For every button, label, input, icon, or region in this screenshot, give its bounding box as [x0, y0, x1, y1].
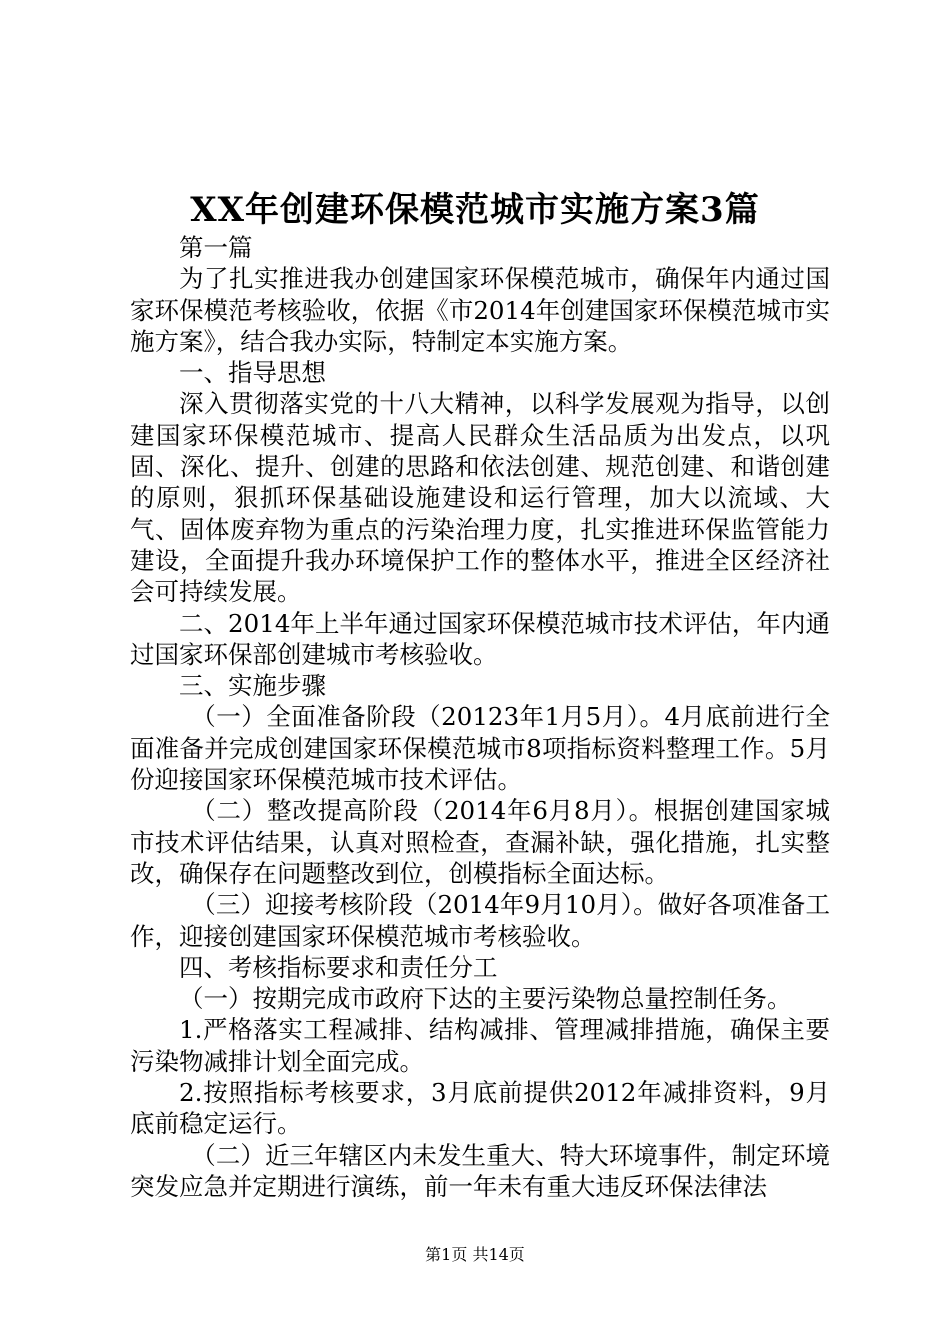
page-footer: 第1页 共14页 [425, 1245, 525, 1264]
paragraph: 为了扎实推进我办创建国家环保模范城市，确保年内通过国家环保模范考核验收，依据《市2014年创建国家环保模范城市实施方案》，结合我办实际，特制定本实施方案。 [130, 264, 830, 356]
paragraph: （三）迎接考核阶段（2014年9月10月）。做好各项准备工作，迎接创建国家环保模范城市考核验收。 [130, 890, 830, 951]
paragraph: 2.按照指标考核要求，3月底前提供2012年减排资料，9月底前稳定运行。 [130, 1078, 830, 1139]
paragraph: 二、2014年上半年通过国家环保模范城市技术评估，年内通过国家环保部创建城市考核验收。 [130, 608, 830, 669]
paragraph: 深入贯彻落实党的十八大精神，以科学发展观为指导，以创建国家环保模范城市、提高人民群众生活品质为出发点，以巩固、深化、提升、创建的思路和依法创建、规范创建、和谐创建的原则，狠抓环保基础设施建设和运行管理，加大以流域、大气、固体废弃物为重点的污染治理力度，扎实推进环保监管能力建设，全面提升我办环境保护工作的整体水平，推进全区经济社会可持续发展。 [130, 389, 830, 607]
paragraph: 三、实施步骤 [179, 671, 326, 701]
paragraph: 1.严格落实工程减排、结构减排、管理减排措施，确保主要污染物减排计划全面完成。 [130, 1015, 830, 1076]
paragraph: （二）近三年辖区内未发生重大、特大环境事件，制定环境突发应急并定期进行演练，前一年未有重大违反环保法律法 [130, 1140, 830, 1201]
paragraph: 一、指导思想 [179, 358, 326, 388]
paragraph: （一）全面准备阶段（20123年1月5月）。4月底前进行全面准备并完成创建国家环保模范城市8项指标资料整理工作。5月份迎接国家环保模范城市技术评估。 [130, 702, 830, 795]
paragraph: （二）整改提高阶段（2014年6月8月）。根据创建国家城市技术评估结果，认真对照检查，查漏补缺，强化措施，扎实整改，确保存在问题整改到位，创模指标全面达标。 [130, 796, 830, 888]
paragraph: 四、考核指标要求和责任分工 [179, 952, 498, 982]
document-body [130, 232, 830, 1202]
paragraph: 第一篇 [179, 233, 253, 262]
document-title: XX年创建环保模范城市实施方案3篇 [190, 190, 760, 230]
paragraph: （一）按期完成市政府下达的主要污染物总量控制任务。 [179, 984, 792, 1014]
